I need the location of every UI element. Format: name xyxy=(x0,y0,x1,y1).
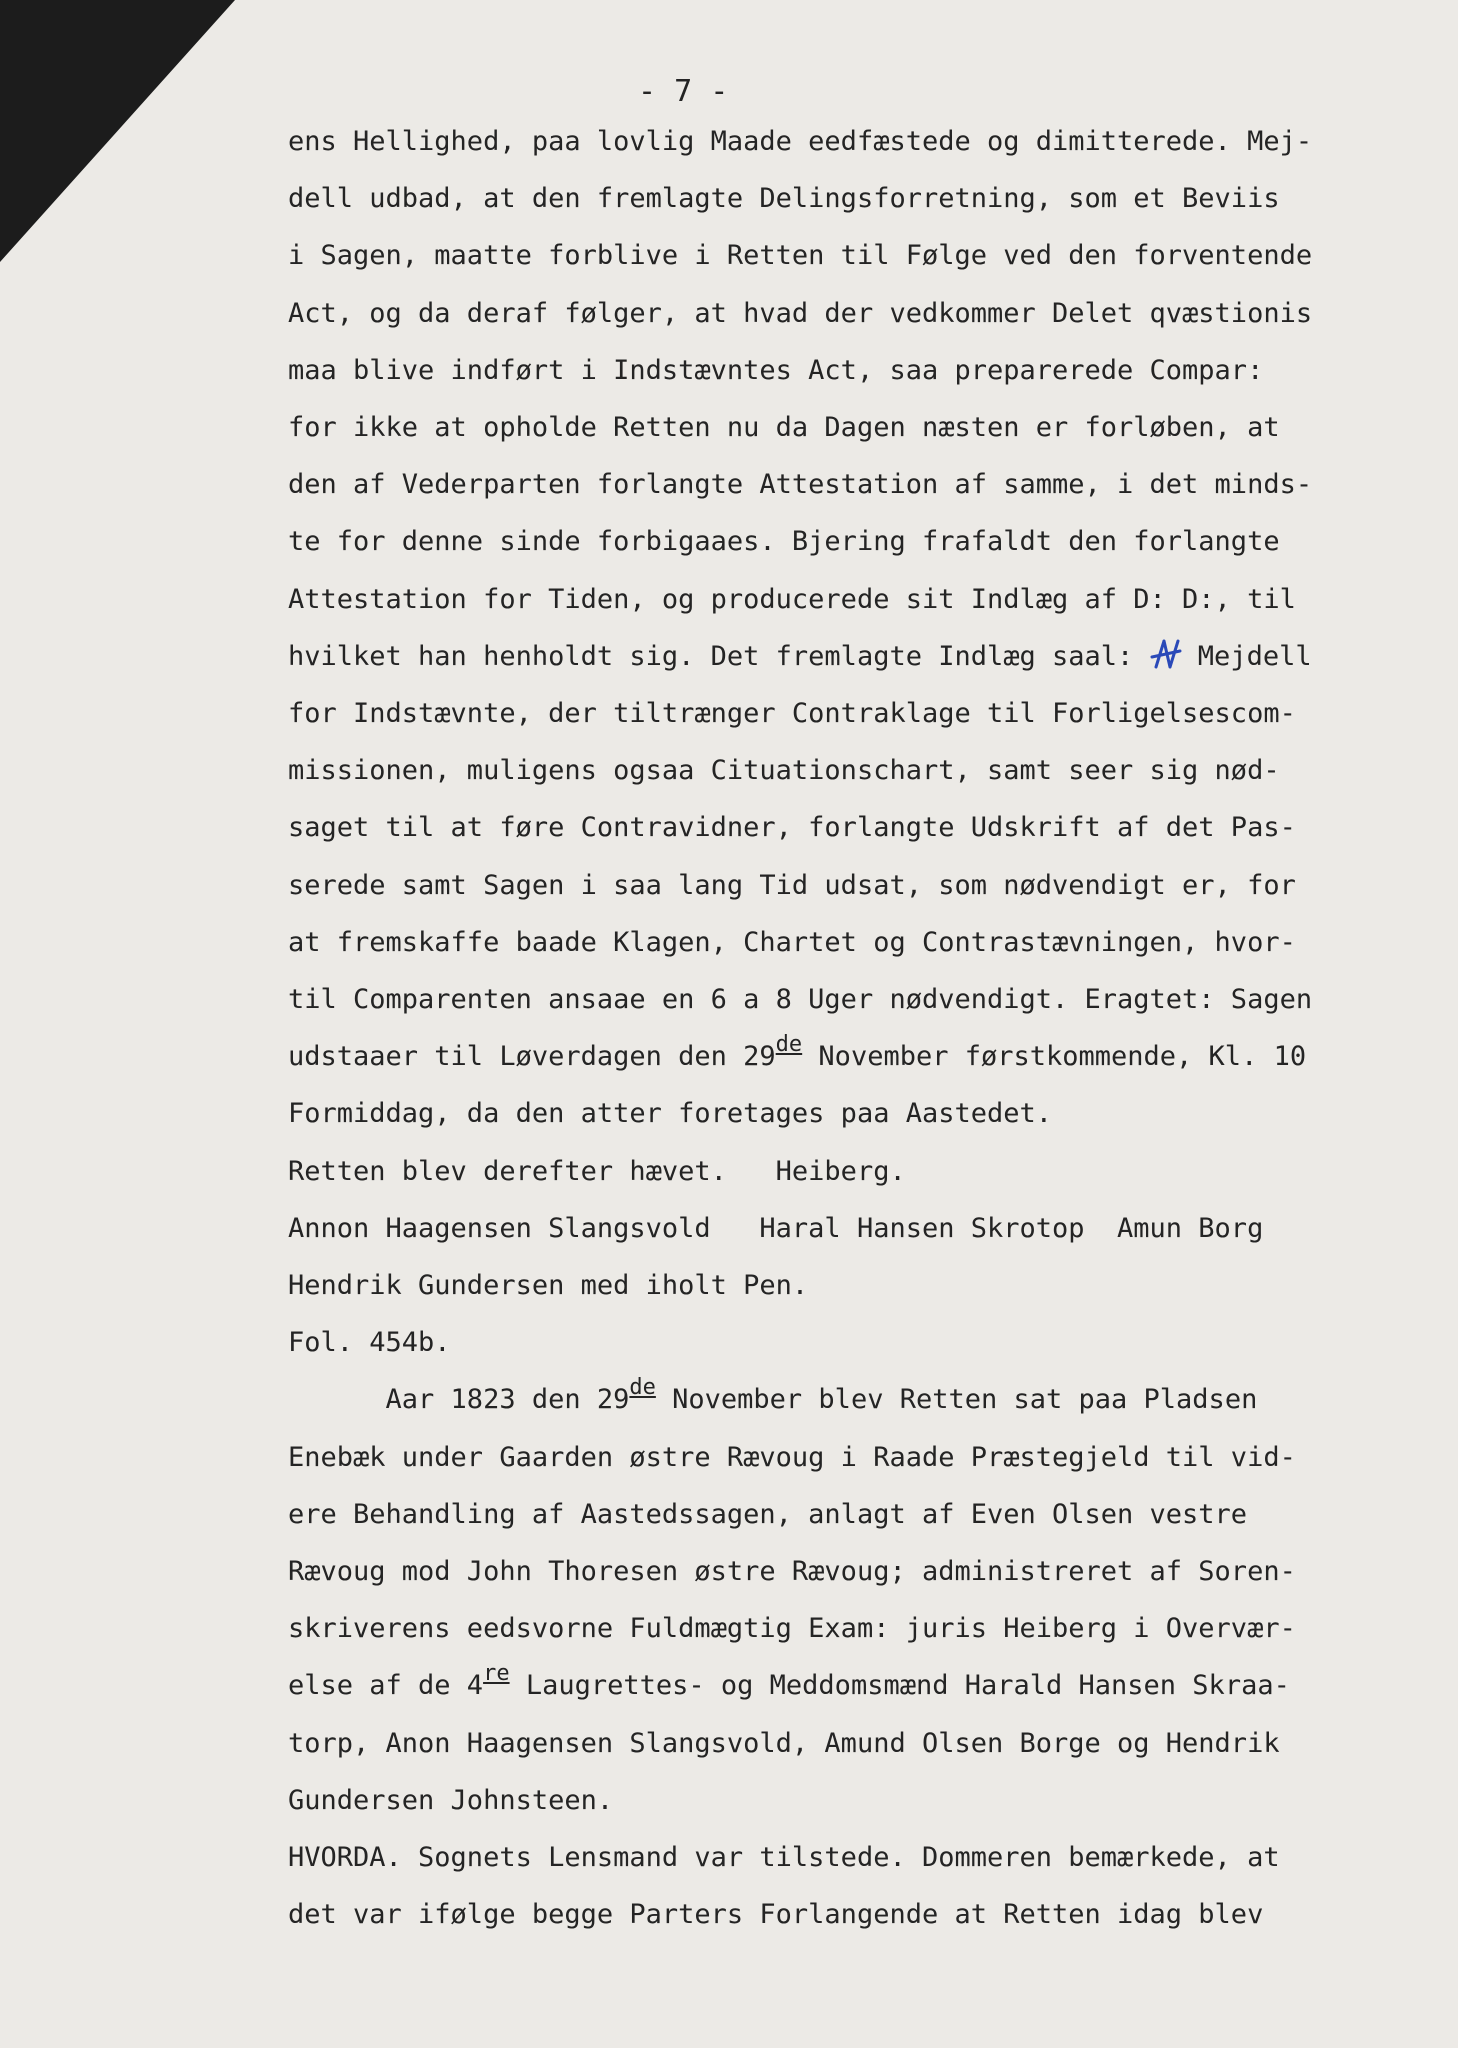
text-line: ens Hellighed, paa lovlig Maade eedfæstede og dimitterede. Mej- xyxy=(288,126,1313,157)
text-segment: Laugrettes- og Meddomsmænd Harald Hansen Skraa- xyxy=(509,1670,1290,1702)
text-line: den af Vederparten forlangte Attestation af samme, i det minds- xyxy=(288,469,1313,501)
text-line: Gundersen Johnsteen. xyxy=(288,1784,614,1816)
text-line xyxy=(288,1032,1307,1077)
text-segment: November blev Retten sat paa Pladsen xyxy=(655,1384,1258,1416)
text-line: dell udbad, at den fremlagte Delingsforretning, som et Beviis xyxy=(288,183,1280,215)
superscript: de xyxy=(775,1032,803,1058)
text-line xyxy=(288,637,1312,677)
text-line: Retten blev derefter hævet. Heiberg. xyxy=(288,1155,906,1187)
text-line: Hendrik Gundersen med iholt Pen. xyxy=(288,1270,809,1301)
text-line: missionen, muligens ogsaa Cituationschart, samt seer sig nød- xyxy=(288,755,1280,787)
page-number: - 7 - xyxy=(638,74,729,109)
text-line: HVORDA. Sognets Lensmand var tilstede. Dommeren bemærkede, at xyxy=(288,1842,1280,1873)
text-line: i Sagen, maatte forblive i Retten til Følge ved den forventende xyxy=(288,240,1313,272)
blue-ink-mark-icon xyxy=(1150,637,1182,671)
text-line xyxy=(288,1375,1258,1420)
text-line: skriverens eedsvorne Fuldmægtig Exam: juris Heiberg i Overvær- xyxy=(288,1613,1296,1645)
text-segment: Mejdell xyxy=(1181,640,1312,672)
text-line: Annon Haagensen Slangsvold Haral Hansen Skrotop Amun Borg xyxy=(288,1212,1264,1244)
text-line: maa blive indført i Indstævntes Act, saa preparerede Compar: xyxy=(288,354,1264,386)
text-line: te for denne sinde forbigaaes. Bjering frafaldt den forlangte xyxy=(288,526,1280,558)
text-segment: November førstkommende, Kl. 10 xyxy=(802,1041,1307,1073)
text-line: Act, og da deraf følger, at hvad der vedkommer Delet qvæstionis xyxy=(288,297,1313,329)
superscript: de xyxy=(629,1375,656,1401)
text-segment: udstaaer til Løverdagen den 29 xyxy=(288,1041,776,1073)
text-line: Formiddag, da den atter foretages paa Aastedet. xyxy=(288,1098,1053,1130)
text-line: til Comparenten ansaae en 6 a 8 Uger nødvendigt. Eragtet: Sagen xyxy=(288,984,1313,1015)
text-line: ere Behandling af Aastedssagen, anlagt af Even Olsen vestre xyxy=(288,1498,1248,1530)
text-line: serede samt Sagen i saa lang Tid udsat, som nødvendigt er, for xyxy=(288,869,1296,901)
document-text xyxy=(288,62,1408,1931)
text-segment: else af de 4 xyxy=(288,1670,484,1702)
text-line: at fremskaffe baade Klagen, Chartet og Contrastævningen, hvor- xyxy=(288,926,1296,958)
text-line: det var ifølge begge Parters Forlangende at Retten idag blev xyxy=(288,1899,1264,1931)
text-segment: Aar 1823 den 29 xyxy=(288,1384,630,1416)
text-line: Enebæk under Gaarden østre Rævoug i Raade Præstegjeld til vid- xyxy=(288,1441,1296,1473)
text-line: saget til at føre Contravidner, forlangte Udskrift af det Pas- xyxy=(288,812,1296,844)
text-line: for Indstævnte, der tiltrænger Contraklage til Forligelsescom- xyxy=(288,698,1296,729)
superscript: re xyxy=(483,1661,510,1687)
text-segment: hvilket han henholdt sig. Det fremlagte Indlæg saal: xyxy=(288,640,1150,672)
text-line: Rævoug mod John Thoresen østre Rævoug; administreret af Soren- xyxy=(288,1556,1296,1587)
text-line: for ikke at opholde Retten nu da Dagen næsten er forløben, at xyxy=(288,412,1280,443)
text-line: torp, Anon Haagensen Slangsvold, Amund Olsen Borge og Hendrik xyxy=(288,1727,1280,1759)
text-line xyxy=(288,1661,1290,1706)
text-line: Attestation for Tiden, og producerede sit Indlæg af D: D:, til xyxy=(288,583,1296,615)
text-line: Fol. 454b. xyxy=(288,1327,451,1359)
